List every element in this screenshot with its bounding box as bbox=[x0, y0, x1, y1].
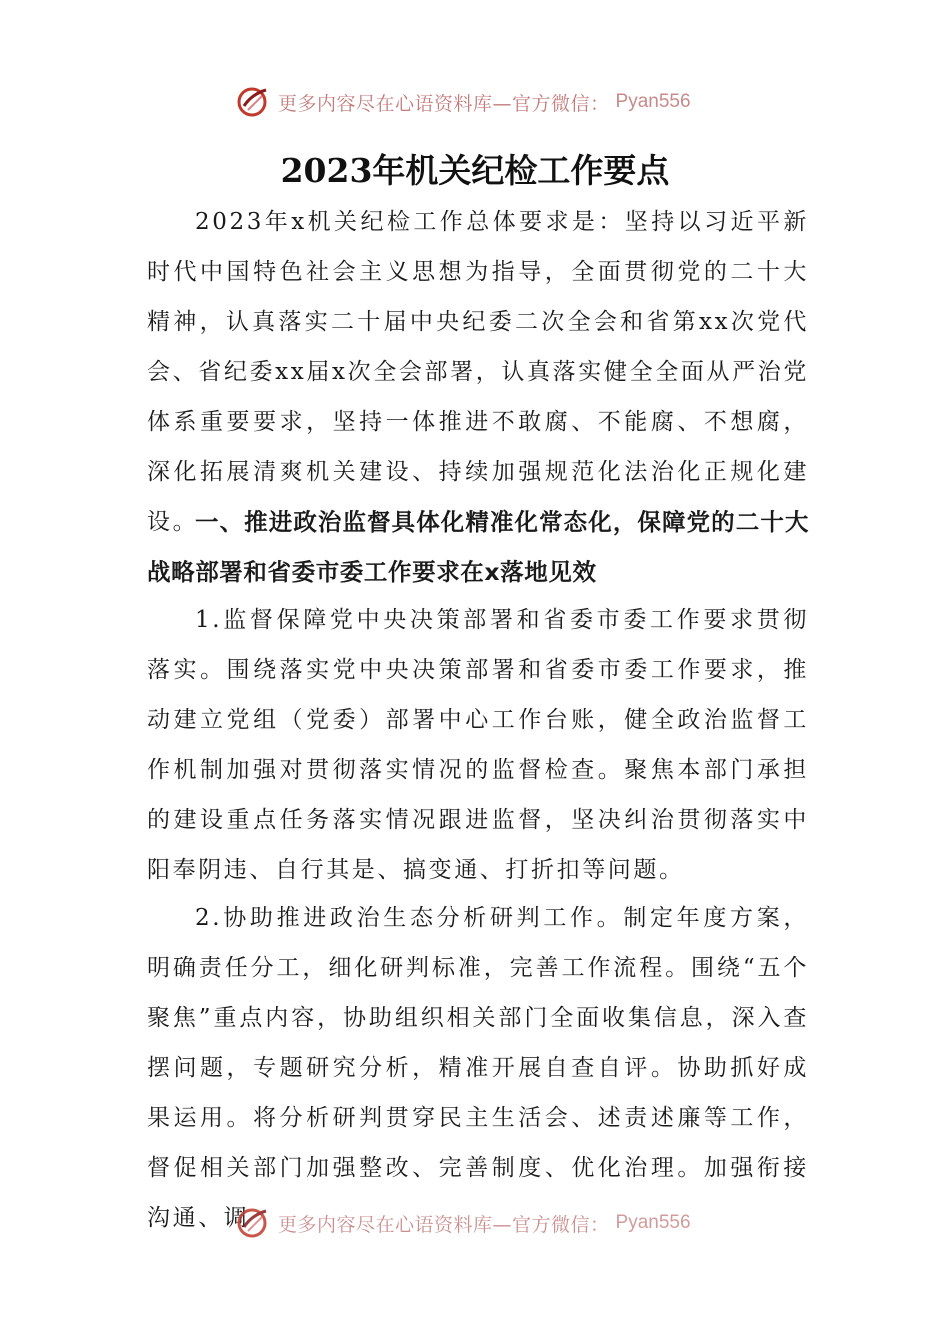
section-heading-1: 一、推进政治监督具体化精准化常态化，保障党的二十大战略部署和省委市委工作要求在x落地见效 bbox=[147, 508, 809, 586]
header-watermark bbox=[236, 82, 691, 122]
pen-logo-icon bbox=[236, 84, 272, 120]
pen-logo-icon bbox=[236, 1205, 272, 1241]
watermark-wechat-id: Pyan556 bbox=[615, 1212, 691, 1233]
watermark-text: 更多内容尽在心语资料库—官方微信： bbox=[278, 92, 610, 115]
item-paragraph-2: 2.协助推进政治生态分析研判工作。制定年度方案，明确责任分工，细化研判标准，完善工作流程。围绕“五个聚焦”重点内容，协助组织相关部门全面收集信息，深入查摆问题，专题研究分析，精准开展自查自评。协助抓好成果运用。将分析研判贯穿民主生活会、述责述廉等工作，督促相关部门加强整改、完善制度、优化治理。加强衔接沟通、调 bbox=[147, 905, 809, 1231]
footer-watermark bbox=[236, 1203, 691, 1243]
item-paragraph-1: 1.监督保障党中央决策部署和省委市委工作要求贯彻落实。围绕落实党中央决策部署和省委市委工作要求，推动建立党组（党委）部署中心工作台账，健全政治监督工作机制加强对贯彻落实情况的监督检查。聚焦本部门承担的建设重点任务落实情况跟进监督，坚决纠治贯彻落实中阳奉阴违、自行其是、搞变通、打折扣等问题。 bbox=[147, 607, 809, 883]
document-title: 2023年机关纪检工作要点 bbox=[280, 151, 670, 190]
watermark-text: 更多内容尽在心语资料库—官方微信： bbox=[278, 1213, 610, 1236]
watermark-wechat-id: Pyan556 bbox=[615, 91, 691, 112]
intro-paragraph: 2023年x机关纪检工作总体要求是：坚持以习近平新时代中国特色社会主义思想为指导，全面贯彻党的二十大精神，认真落实二十届中央纪委二次全会和省第xx次党代会、省纪委xx届x次全会部署，认真落实健全全面从严治党体系重要要求，坚持一体推进不敢腐、不能腐、不想腐，深化拓展清爽机关建设、持续加强规范化法治化正规化建设。 bbox=[147, 209, 809, 535]
